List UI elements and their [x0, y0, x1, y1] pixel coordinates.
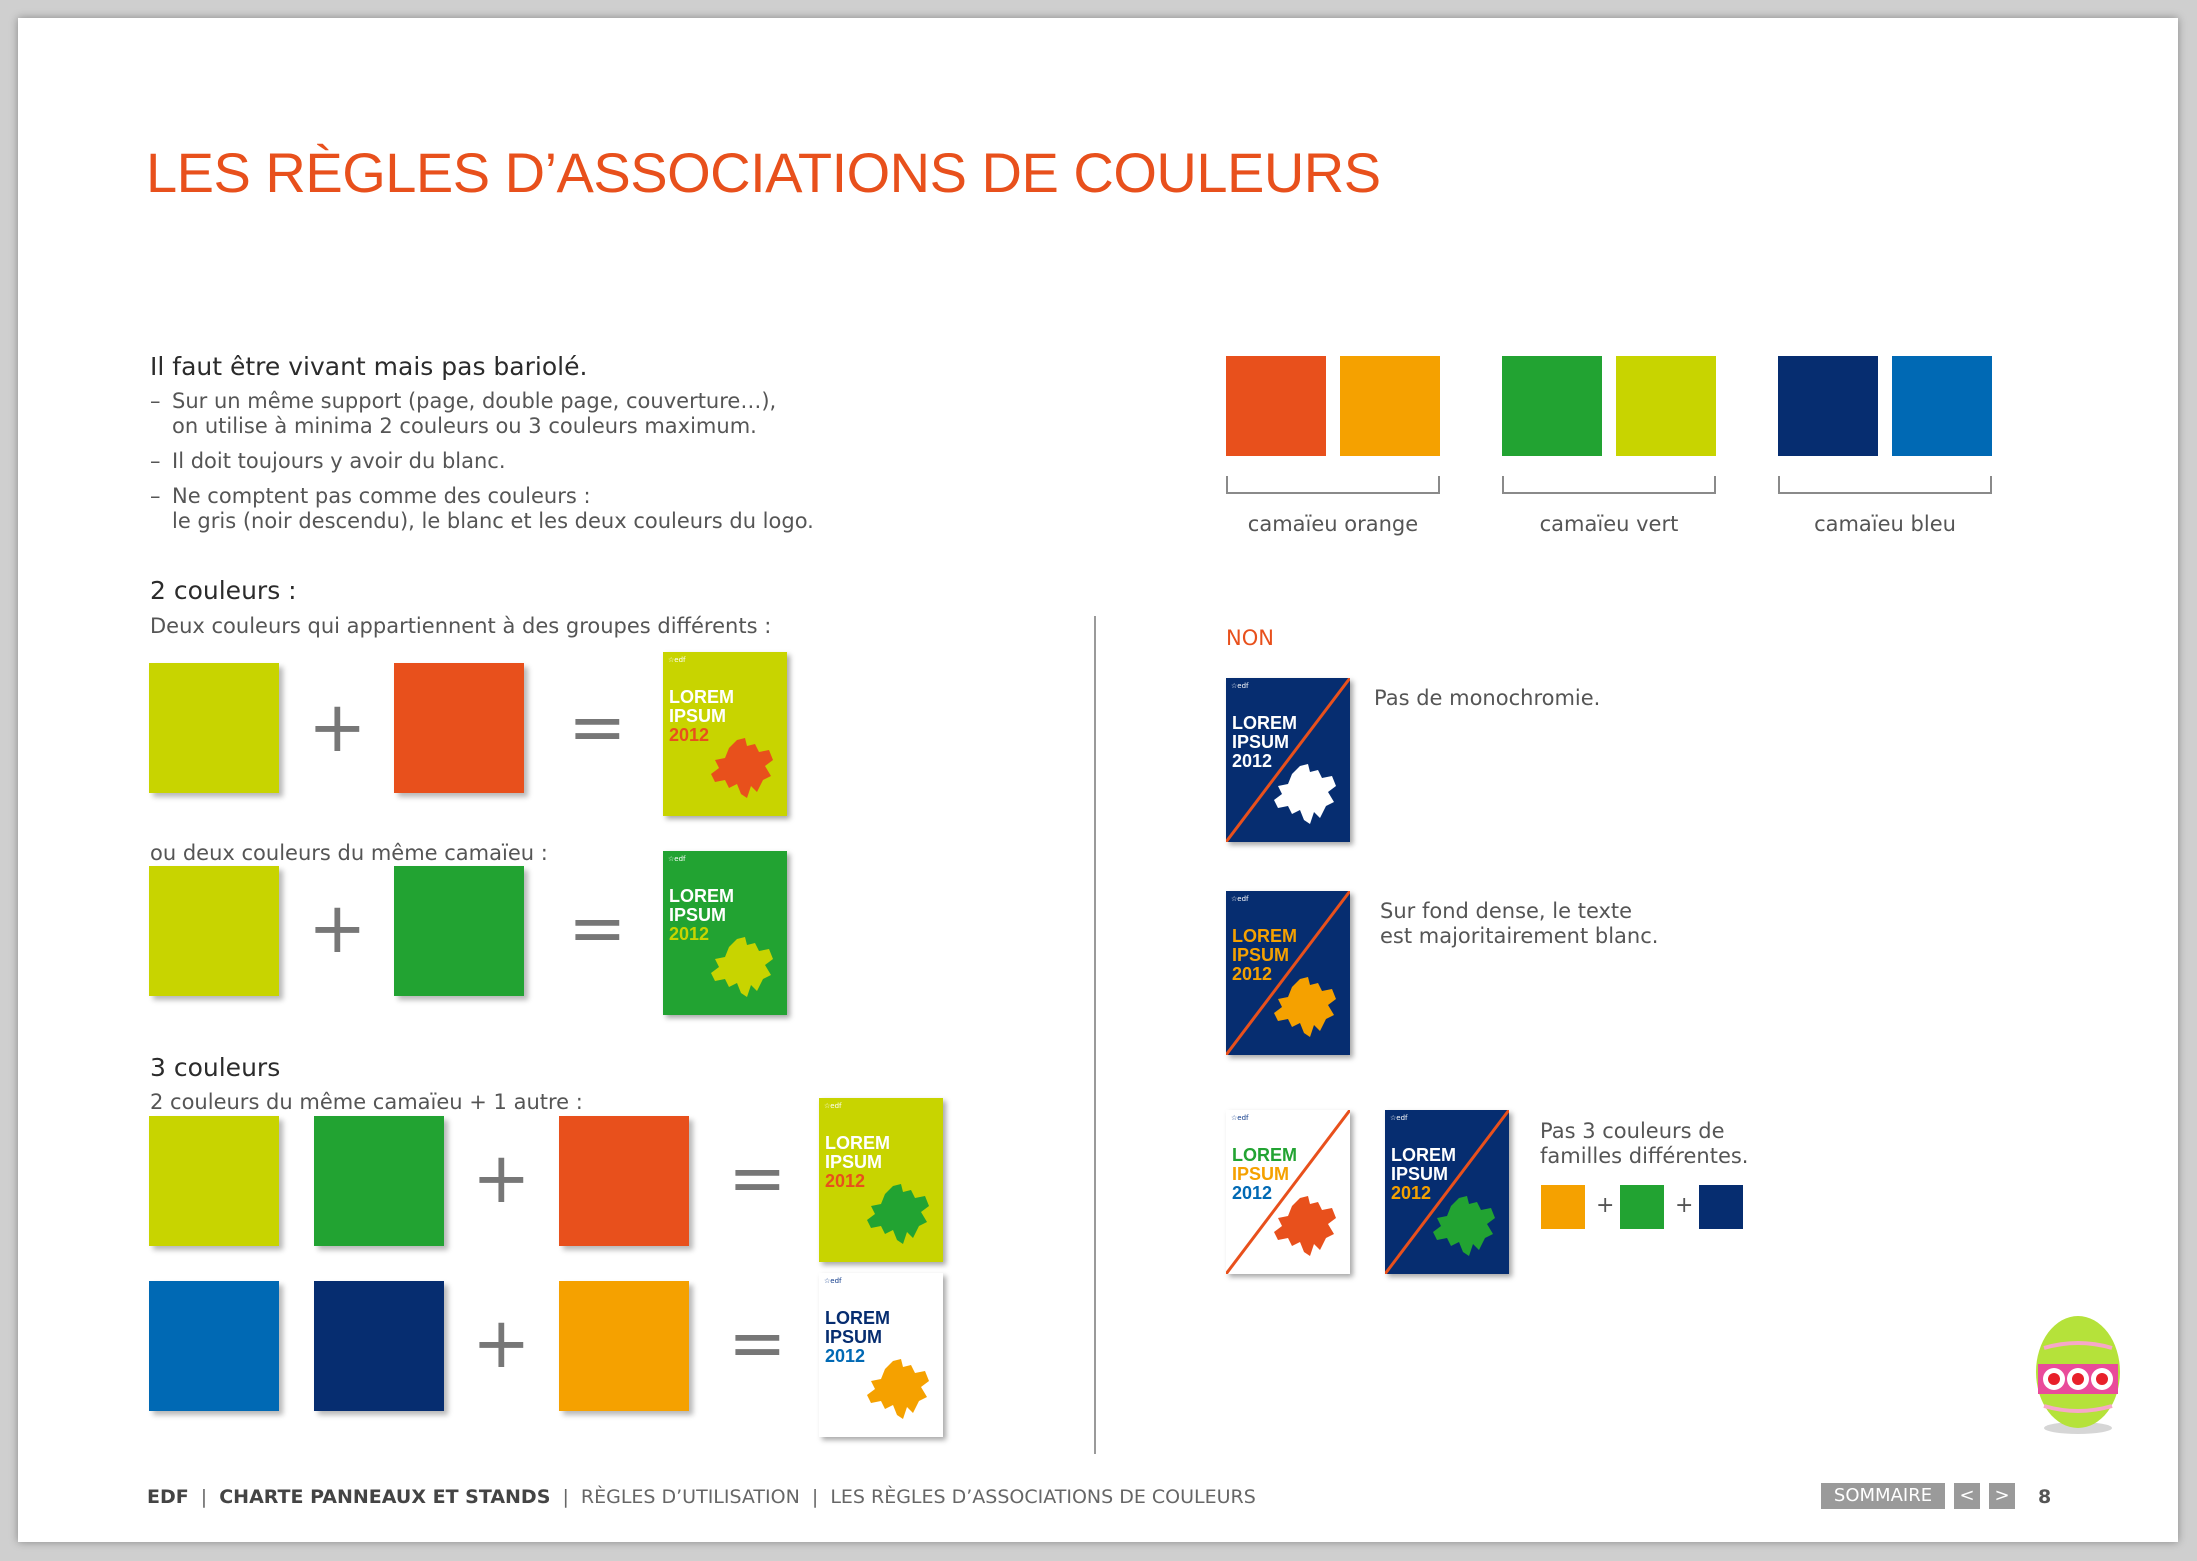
cover-line: IPSUM [825, 1327, 883, 1347]
edf-logo-icon: ☆edf [668, 855, 686, 863]
easter-egg-icon[interactable] [2030, 1308, 2126, 1438]
cover-line: LOREM [825, 1308, 890, 1328]
cover-line: LOREM [1391, 1145, 1456, 1165]
europe-map-icon [863, 1182, 935, 1252]
intro-bullets [150, 389, 814, 544]
strike-line [1226, 891, 1350, 1055]
plus-sign: + [472, 1137, 531, 1219]
cover-line: IPSUM [1232, 945, 1290, 965]
cover-line: IPSUM [669, 905, 727, 925]
footer-page-title: LES RÈGLES D’ASSOCIATIONS DE COULEURS [830, 1486, 1256, 1508]
edf-logo-icon: ☆edf [668, 656, 686, 664]
cover-line: LOREM [1232, 926, 1297, 946]
plus-sign: + [308, 686, 367, 768]
rule-line: Pas 3 couleurs de [1540, 1119, 1725, 1143]
cover-line: LOREM [825, 1133, 890, 1153]
bullet-line: Sur un même support (page, double page, couverture…), [172, 389, 777, 413]
bullet-line: Ne comptent pas comme des couleurs : [172, 484, 591, 508]
bullet-dash: – [150, 389, 161, 413]
page-number: 8 [2038, 1486, 2052, 1508]
edf-logo-icon: ☆edf [1231, 1114, 1249, 1122]
cover-line: 2012 [669, 924, 710, 944]
page-title: LES RÈGLES D’ASSOCIATIONS DE COULEURS [146, 141, 1381, 204]
palette-swatch-lime [1616, 356, 1716, 456]
intro-bullet [150, 449, 814, 474]
swatch-lime [149, 663, 279, 793]
swatch-green [314, 1116, 444, 1246]
footer-section: RÈGLES D’UTILISATION [580, 1486, 800, 1508]
bullet-dash: – [150, 449, 161, 473]
strike-line [1226, 678, 1350, 842]
cover-counter-example [1385, 1110, 1509, 1274]
cover-line: IPSUM [1232, 732, 1290, 752]
strike-line [1385, 1110, 1509, 1274]
footer-separator: | [811, 1486, 819, 1508]
palette-bracket [1778, 476, 1992, 494]
footer-brand: EDF [147, 1486, 189, 1508]
intro-heading: Il faut être vivant mais pas bariolé. [150, 352, 588, 381]
cover-line: 2012 [1391, 1183, 1432, 1203]
mini-swatch-navy [1699, 1185, 1743, 1229]
cover-line: LOREM [669, 687, 734, 707]
europe-map-icon [863, 1357, 935, 1427]
cover-counter-example [1226, 1110, 1350, 1274]
swatch-navy [314, 1281, 444, 1411]
rule-line: Sur fond dense, le texte [1380, 899, 1633, 923]
cover-line: 2012 [825, 1346, 866, 1366]
intro-bullet [150, 484, 814, 534]
cover-line: IPSUM [825, 1152, 883, 1172]
palette-swatch-orange [1226, 356, 1326, 456]
palette-caption: camaïeu vert [1539, 512, 1679, 536]
strike-line [1226, 1110, 1350, 1274]
rule-line: est majoritairement blanc. [1380, 924, 1659, 948]
three-colors-heading: 3 couleurs [150, 1053, 281, 1082]
equals-sign: = [728, 1137, 787, 1219]
bullet-line: Il doit toujours y avoir du blanc. [172, 449, 506, 473]
palette-swatch-light-orange [1340, 356, 1440, 456]
europe-map-icon [707, 935, 779, 1005]
prev-page-button[interactable]: < [1954, 1483, 1980, 1509]
swatch-orange [559, 1116, 689, 1246]
bullet-line: on utilise à minima 2 couleurs ou 3 couleurs maximum. [172, 414, 757, 438]
mini-swatch-light-orange [1541, 1185, 1585, 1229]
equals-sign: = [568, 887, 627, 969]
cover-counter-example [1226, 678, 1350, 842]
page [18, 18, 2178, 1542]
sommaire-button[interactable]: SOMMAIRE [1821, 1483, 1945, 1509]
cover-line: LOREM [1232, 1145, 1297, 1165]
edf-logo-icon: ☆edf [1231, 895, 1249, 903]
edf-logo-icon: ☆edf [1390, 1114, 1408, 1122]
bullet-line: le gris (noir descendu), le blanc et les deux couleurs du logo. [172, 509, 814, 533]
mini-swatch-green [1620, 1185, 1664, 1229]
cover-line: IPSUM [1391, 1164, 1449, 1184]
plus-sign: + [1596, 1193, 1615, 1218]
cover-example [819, 1273, 943, 1437]
plus-sign: + [308, 887, 367, 969]
cover-line: LOREM [669, 886, 734, 906]
equals-sign: = [728, 1302, 787, 1384]
equals-sign: = [568, 686, 627, 768]
cover-line: 2012 [1232, 751, 1273, 771]
palette-swatch-navy [1778, 356, 1878, 456]
three-colors-sub: 2 couleurs du même camaïeu + 1 autre : [150, 1090, 583, 1114]
palette-swatch-green [1502, 356, 1602, 456]
plus-sign: + [1675, 1193, 1694, 1218]
cover-example [819, 1098, 943, 1262]
swatch-light-orange [559, 1281, 689, 1411]
cover-line: IPSUM [669, 706, 727, 726]
rule-line: familles différentes. [1540, 1144, 1749, 1168]
plus-sign: + [472, 1302, 531, 1384]
cover-line: 2012 [669, 725, 710, 745]
footer-separator: | [200, 1486, 208, 1508]
europe-map-icon [707, 736, 779, 806]
non-rule-1: Pas de monochromie. [1374, 686, 1601, 710]
footer-separator: | [562, 1486, 569, 1508]
non-rule-2 [1380, 899, 1658, 949]
edf-logo-icon: ☆edf [824, 1102, 842, 1110]
cover-line: IPSUM [1232, 1164, 1290, 1184]
edf-logo-icon: ☆edf [1231, 682, 1249, 690]
two-colors-sub1: Deux couleurs qui appartiennent à des groupes différents : [150, 614, 772, 638]
swatch-blue [149, 1281, 279, 1411]
non-label: NON [1226, 626, 1274, 650]
two-colors-heading: 2 couleurs : [150, 576, 297, 605]
cover-example [663, 851, 787, 1015]
palette-bracket [1502, 476, 1716, 494]
cover-counter-example [1226, 891, 1350, 1055]
footer-breadcrumb [147, 1486, 1256, 1508]
column-divider [1094, 616, 1096, 1454]
palette-bracket [1226, 476, 1440, 494]
swatch-lime [149, 1116, 279, 1246]
palette-caption: camaïeu orange [1247, 512, 1419, 536]
bullet-dash: – [150, 484, 161, 508]
swatch-orange [394, 663, 524, 793]
cover-line: LOREM [1232, 713, 1297, 733]
cover-line: 2012 [1232, 964, 1273, 984]
non-rule-3 [1540, 1119, 1748, 1169]
two-colors-sub2: ou deux couleurs du même camaïeu : [150, 841, 548, 865]
edf-logo-icon: ☆edf [824, 1277, 842, 1285]
intro-bullet [150, 389, 814, 439]
next-page-button[interactable]: > [1989, 1483, 2015, 1509]
swatch-green [394, 866, 524, 996]
swatch-lime [149, 866, 279, 996]
footer-doc: CHARTE PANNEAUX ET STANDS [219, 1486, 551, 1508]
cover-line: 2012 [1232, 1183, 1273, 1203]
palette-swatch-blue [1892, 356, 1992, 456]
palette-caption: camaïeu bleu [1814, 512, 1956, 536]
cover-example [663, 652, 787, 816]
cover-line: 2012 [825, 1171, 866, 1191]
